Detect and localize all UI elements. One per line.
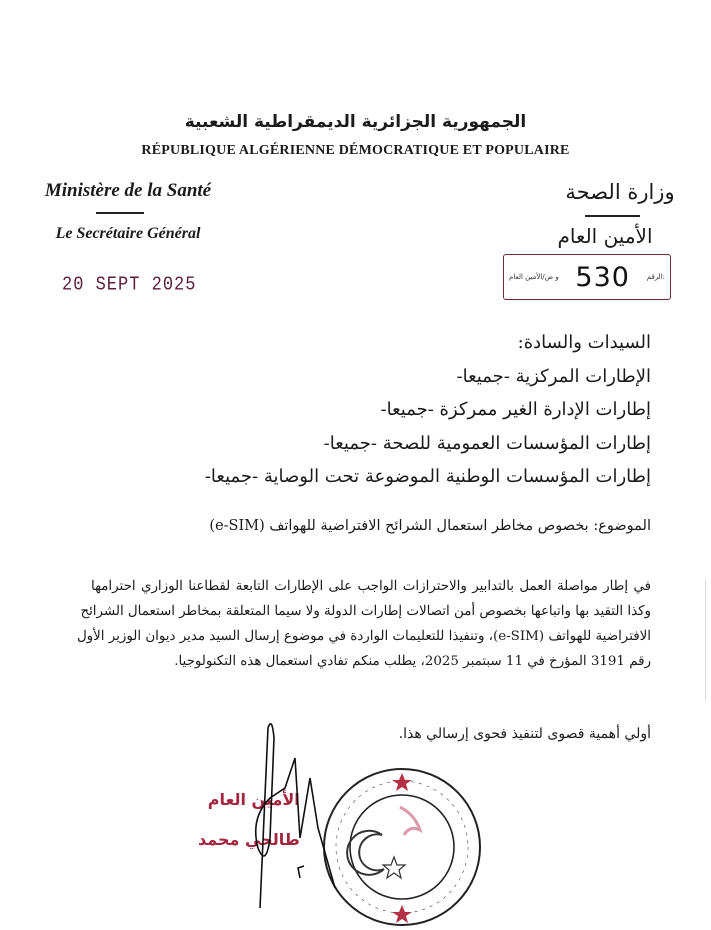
body-line: الافتراضية للهواتف (e-SIM)، وتنفيذا للتعليمات الواردة في موضوع إرسال السيد مدير ديوان الوزير الأول <box>76 629 651 644</box>
state-name-french: RÉPUBLIQUE ALGÉRIENNE DÉMOCRATIQUE ET POPULAIRE <box>141 143 570 158</box>
reference-office-label: و ص/الأمين العام <box>509 273 559 281</box>
addressee-line: الإطارات المركزية -جميعا- <box>456 365 651 387</box>
divider <box>96 212 144 214</box>
addressee-greeting: السيدات والسادة: <box>517 332 651 353</box>
body-line: في إطار مواصلة العمل بالتدابير والاحترازات الواجب على الإطارات التابعة لقطاعنا الوزاري احترامها <box>91 579 651 594</box>
page-edge <box>705 580 706 700</box>
addressee-line: إطارات المؤسسات الوطنية الموضوعة تحت الوصاية -جميعا- <box>204 466 651 487</box>
closing-line: أولي أهمية قصوى لتنفيذ فحوى إرسالي هذا. <box>398 726 651 742</box>
signatory-name: طالحي محمد <box>198 830 300 849</box>
ministry-name-arabic: وزارة الصحة <box>565 180 675 204</box>
addressees-block <box>205 326 651 494</box>
secretary-general-french: Le Secrétaire Général <box>55 225 201 242</box>
secretary-general-arabic: الأمين العام <box>557 224 653 248</box>
body-paragraph <box>76 574 651 674</box>
addressee-line: إطارات المؤسسات العمومية للصحة -جميعا- <box>323 432 651 454</box>
reference-label: الرقم: <box>646 273 665 281</box>
state-name-arabic: الجمهورية الجزائرية الديمقراطية الشعبية <box>184 112 527 132</box>
date-stamp: 20 SEPT 2025 <box>62 274 197 297</box>
body-line: رقم 3191 المؤرخ في 11 سبتمبر 2025، يطلب منكم تفادي استعمال هذه التكنولوجيا. <box>174 654 651 669</box>
signatory-title: الأمين العام <box>207 790 300 809</box>
reference-number-box <box>503 254 671 300</box>
handwritten-signature-icon <box>240 718 350 918</box>
addressee-line: إطارات الإدارة الغير ممركزة -جميعا- <box>380 399 651 420</box>
divider <box>585 215 640 217</box>
subject-line: الموضوع: بخصوص مخاطر استعمال الشرائح الافتراضية للهواتف (e-SIM) <box>209 518 651 534</box>
ministry-name-french: Ministère de la Santé <box>44 180 212 201</box>
body-line: وكذا التقيد بها واتباعها بخصوص أمن اتصالات إطارات الدولة ولا سيما المتعلقة بمخاطر استعمال الشرائح <box>80 604 651 619</box>
reference-number: 530 <box>575 261 630 293</box>
